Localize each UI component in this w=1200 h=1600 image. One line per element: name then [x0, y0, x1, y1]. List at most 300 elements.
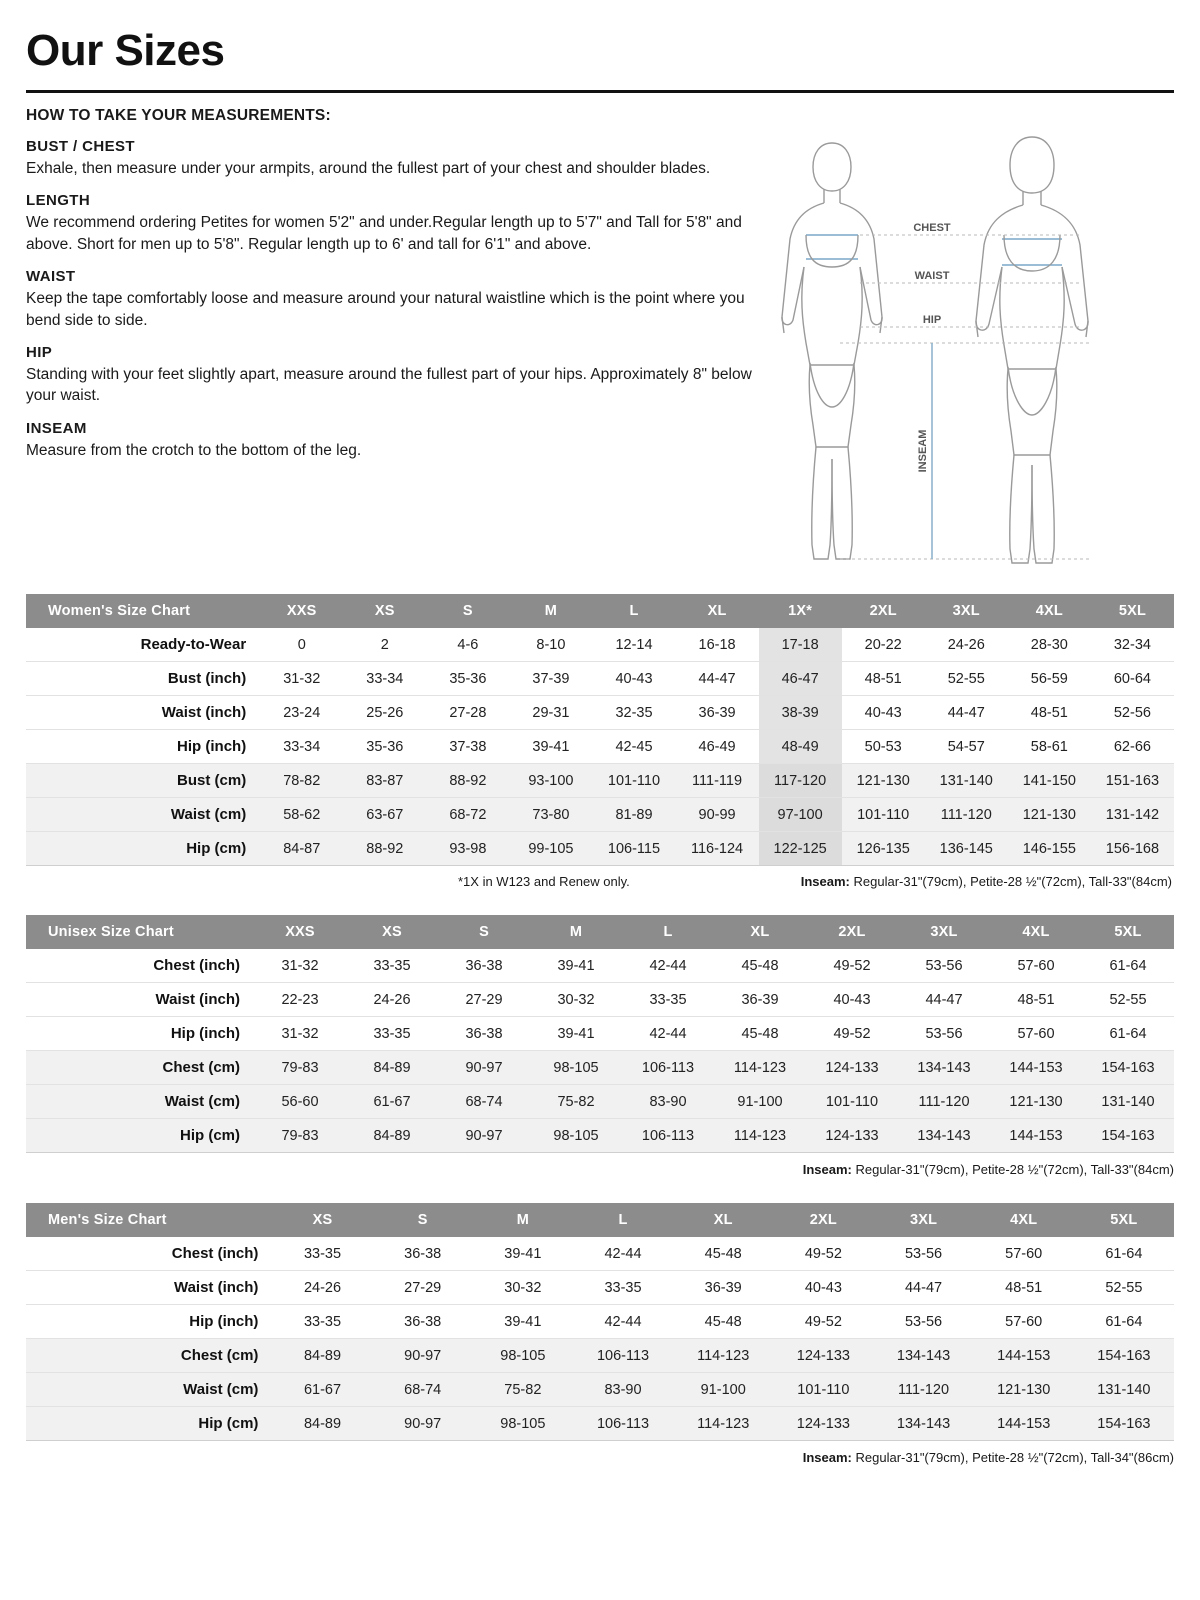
mens-block	[26, 1203, 1174, 1465]
instruction-waist	[26, 268, 766, 331]
cell: 33-35	[346, 1017, 438, 1051]
cell: 45-48	[673, 1237, 773, 1271]
cell: 68-74	[438, 1085, 530, 1119]
cell: 124-133	[773, 1407, 873, 1441]
row-label: Hip (inch)	[26, 730, 260, 764]
cell: 101-110	[842, 798, 925, 832]
male-figure-outline	[976, 137, 1088, 563]
cell: 33-34	[260, 730, 343, 764]
cell: 136-145	[925, 832, 1008, 866]
cell: 156-168	[1091, 832, 1174, 866]
cell: 33-35	[272, 1237, 372, 1271]
cell: 44-47	[925, 696, 1008, 730]
cell: 56-59	[1008, 662, 1091, 696]
cell: 36-38	[373, 1237, 473, 1271]
cell: 57-60	[990, 1017, 1082, 1051]
cell: 84-89	[346, 1051, 438, 1085]
inseam-note-value: Regular-31"(79cm), Petite-28 ½"(72cm), Tall-33"(84cm)	[855, 1162, 1174, 1177]
col-header: 2XL	[842, 594, 925, 628]
cell: 81-89	[592, 798, 675, 832]
col-header: XS	[343, 594, 426, 628]
cell: 56-60	[254, 1085, 346, 1119]
cell: 42-44	[573, 1305, 673, 1339]
row-label: Waist (cm)	[26, 1373, 272, 1407]
instruction-waist-body: Keep the tape comfortably loose and measure around your natural waistline which is the point where you bend side to side.	[26, 290, 745, 329]
cell: 154-163	[1074, 1339, 1174, 1373]
page-title: Our Sizes	[26, 26, 225, 75]
row-label: Chest (inch)	[26, 949, 254, 983]
cell: 88-92	[426, 764, 509, 798]
cell: 88-92	[343, 832, 426, 866]
cell: 17-18	[759, 628, 842, 662]
cell: 114-123	[673, 1339, 773, 1373]
row-label: Ready-to-Wear	[26, 628, 260, 662]
cell: 53-56	[873, 1237, 973, 1271]
cell: 37-39	[509, 662, 592, 696]
cell: 98-105	[530, 1119, 622, 1153]
cell: 144-153	[974, 1339, 1074, 1373]
cell: 134-143	[873, 1407, 973, 1441]
womens-footnote: *1X in W123 and Renew only.	[458, 874, 630, 889]
cell: 39-41	[473, 1305, 573, 1339]
col-header: 4XL	[974, 1203, 1074, 1237]
table-row	[26, 1119, 1174, 1153]
cell: 40-43	[592, 662, 675, 696]
cell: 48-51	[990, 983, 1082, 1017]
table-row	[26, 628, 1174, 662]
cell: 131-142	[1091, 798, 1174, 832]
cell: 39-41	[530, 1017, 622, 1051]
col-header: 3XL	[898, 915, 990, 949]
unisex-size-chart	[26, 915, 1174, 1153]
table-row	[26, 1373, 1174, 1407]
cell: 61-67	[272, 1373, 372, 1407]
hip-label: HIP	[922, 314, 942, 326]
measurement-instructions	[26, 107, 766, 474]
cell: 22-23	[254, 983, 346, 1017]
cell: 84-89	[272, 1407, 372, 1441]
cell: 154-163	[1074, 1407, 1174, 1441]
cell: 30-32	[530, 983, 622, 1017]
cell: 134-143	[898, 1119, 990, 1153]
cell: 45-48	[673, 1305, 773, 1339]
table-row	[26, 696, 1174, 730]
cell: 52-56	[1091, 696, 1174, 730]
cell: 39-41	[509, 730, 592, 764]
cell: 134-143	[873, 1339, 973, 1373]
cell: 35-36	[426, 662, 509, 696]
cell: 36-38	[438, 949, 530, 983]
cell: 144-153	[990, 1119, 1082, 1153]
table-row	[26, 798, 1174, 832]
cell: 48-49	[759, 730, 842, 764]
inseam-note-value: Regular-31"(79cm), Petite-28 ½"(72cm), Tall-33"(84cm)	[853, 874, 1172, 889]
cell: 61-64	[1082, 1017, 1174, 1051]
cell: 33-35	[346, 949, 438, 983]
cell: 79-83	[254, 1119, 346, 1153]
cell: 111-119	[676, 764, 759, 798]
row-label: Waist (cm)	[26, 798, 260, 832]
cell: 38-39	[759, 696, 842, 730]
cell: 49-52	[773, 1305, 873, 1339]
cell: 61-64	[1082, 949, 1174, 983]
col-header: M	[509, 594, 592, 628]
cell: 42-44	[622, 949, 714, 983]
col-header: 3XL	[925, 594, 1008, 628]
cell: 20-22	[842, 628, 925, 662]
cell: 36-39	[673, 1271, 773, 1305]
table-row	[26, 1017, 1174, 1051]
cell: 12-14	[592, 628, 675, 662]
table-row	[26, 949, 1174, 983]
cell: 49-52	[773, 1237, 873, 1271]
row-label: Hip (cm)	[26, 832, 260, 866]
cell: 90-97	[373, 1339, 473, 1373]
cell: 78-82	[260, 764, 343, 798]
womens-inseam-note	[801, 874, 1172, 889]
cell: 46-47	[759, 662, 842, 696]
cell: 90-97	[438, 1119, 530, 1153]
table-row	[26, 983, 1174, 1017]
table-row	[26, 1271, 1174, 1305]
mens-inseam-note	[26, 1441, 1174, 1465]
row-label: Hip (cm)	[26, 1407, 272, 1441]
cell: 154-163	[1082, 1051, 1174, 1085]
cell: 39-41	[473, 1237, 573, 1271]
cell: 44-47	[898, 983, 990, 1017]
cell: 27-29	[373, 1271, 473, 1305]
cell: 49-52	[806, 949, 898, 983]
instruction-hip	[26, 344, 766, 407]
row-label: Waist (inch)	[26, 1271, 272, 1305]
cell: 106-113	[573, 1339, 673, 1373]
womens-notes	[26, 866, 1174, 889]
cell: 30-32	[473, 1271, 573, 1305]
cell: 106-113	[573, 1407, 673, 1441]
cell: 90-99	[676, 798, 759, 832]
cell: 131-140	[1082, 1085, 1174, 1119]
cell: 84-87	[260, 832, 343, 866]
instruction-hip-title: HIP	[26, 343, 53, 361]
table-row	[26, 1051, 1174, 1085]
cell: 4-6	[426, 628, 509, 662]
cell: 44-47	[676, 662, 759, 696]
cell: 116-124	[676, 832, 759, 866]
instruction-length	[26, 192, 766, 255]
cell: 0	[260, 628, 343, 662]
cell: 53-56	[898, 1017, 990, 1051]
cell: 31-32	[254, 1017, 346, 1051]
table-row	[26, 764, 1174, 798]
cell: 111-120	[925, 798, 1008, 832]
col-header: 2XL	[806, 915, 898, 949]
female-figure-outline	[782, 143, 882, 559]
col-header: M	[530, 915, 622, 949]
table-row	[26, 1339, 1174, 1373]
cell: 40-43	[806, 983, 898, 1017]
cell: 52-55	[1074, 1271, 1174, 1305]
cell: 61-64	[1074, 1237, 1174, 1271]
cell: 16-18	[676, 628, 759, 662]
col-header: L	[622, 915, 714, 949]
cell: 42-44	[622, 1017, 714, 1051]
cell: 124-133	[806, 1119, 898, 1153]
cell: 144-153	[990, 1051, 1082, 1085]
cell: 32-34	[1091, 628, 1174, 662]
cell: 124-133	[806, 1051, 898, 1085]
instruction-bust	[26, 138, 766, 179]
cell: 25-26	[343, 696, 426, 730]
cell: 52-55	[1082, 983, 1174, 1017]
col-header: XL	[673, 1203, 773, 1237]
cell: 121-130	[1008, 798, 1091, 832]
col-header: 3XL	[873, 1203, 973, 1237]
row-label: Hip (cm)	[26, 1119, 254, 1153]
measurement-guides	[840, 235, 1090, 559]
cell: 52-55	[925, 662, 1008, 696]
cell: 61-67	[346, 1085, 438, 1119]
cell: 48-51	[1008, 696, 1091, 730]
mens-size-chart	[26, 1203, 1174, 1441]
unisex-block	[26, 915, 1174, 1177]
col-header: L	[592, 594, 675, 628]
mens-header-row	[26, 1203, 1174, 1237]
cell: 91-100	[673, 1373, 773, 1407]
col-header: XS	[346, 915, 438, 949]
instruction-bust-body: Exhale, then measure under your armpits, around the fullest part of your chest and shoulder blades.	[26, 160, 711, 177]
cell: 58-61	[1008, 730, 1091, 764]
cell: 32-35	[592, 696, 675, 730]
cell: 101-110	[592, 764, 675, 798]
cell: 121-130	[842, 764, 925, 798]
cell: 54-57	[925, 730, 1008, 764]
cell: 53-56	[873, 1305, 973, 1339]
cell: 42-44	[573, 1237, 673, 1271]
col-header: XL	[714, 915, 806, 949]
col-header: 5XL	[1082, 915, 1174, 949]
cell: 68-74	[373, 1373, 473, 1407]
cell: 63-67	[343, 798, 426, 832]
col-header: XXS	[260, 594, 343, 628]
col-header: XL	[676, 594, 759, 628]
cell: 106-113	[622, 1119, 714, 1153]
cell: 117-120	[759, 764, 842, 798]
cell: 75-82	[473, 1373, 573, 1407]
cell: 79-83	[254, 1051, 346, 1085]
cell: 124-133	[773, 1339, 873, 1373]
row-label: Hip (inch)	[26, 1017, 254, 1051]
instruction-bust-title: BUST / CHEST	[26, 138, 135, 155]
cell: 60-64	[1091, 662, 1174, 696]
row-label: Hip (inch)	[26, 1305, 272, 1339]
instruction-inseam-body: Measure from the crotch to the bottom of the leg.	[26, 441, 362, 459]
col-header: S	[438, 915, 530, 949]
row-label: Waist (inch)	[26, 696, 260, 730]
cell: 101-110	[806, 1085, 898, 1119]
cell: 90-97	[438, 1051, 530, 1085]
cell: 101-110	[773, 1373, 873, 1407]
cell: 31-32	[254, 949, 346, 983]
cell: 83-90	[573, 1373, 673, 1407]
cell: 36-38	[373, 1305, 473, 1339]
cell: 114-123	[673, 1407, 773, 1441]
unisex-chart-title: Unisex Size Chart	[26, 915, 254, 949]
cell: 122-125	[759, 832, 842, 866]
table-row	[26, 1407, 1174, 1441]
cell: 42-45	[592, 730, 675, 764]
cell: 84-89	[272, 1339, 372, 1373]
cell: 134-143	[898, 1051, 990, 1085]
womens-chart-title: Women's Size Chart	[26, 594, 260, 628]
cell: 98-105	[473, 1407, 573, 1441]
instruction-inseam	[26, 420, 766, 461]
cell: 36-38	[438, 1017, 530, 1051]
cell: 50-53	[842, 730, 925, 764]
col-header: S	[426, 594, 509, 628]
cell: 61-64	[1074, 1305, 1174, 1339]
instruction-inseam-title: INSEAM	[26, 419, 87, 437]
inseam-note-label: Inseam:	[802, 1450, 852, 1465]
inseam-note-label: Inseam:	[800, 874, 850, 889]
row-label: Waist (inch)	[26, 983, 254, 1017]
col-header: XXS	[254, 915, 346, 949]
col-header: 4XL	[1008, 594, 1091, 628]
cell: 28-30	[1008, 628, 1091, 662]
cell: 84-89	[346, 1119, 438, 1153]
instruction-length-title: LENGTH	[26, 192, 91, 210]
waist-label: WAIST	[914, 270, 950, 282]
cell: 144-153	[974, 1407, 1074, 1441]
cell: 93-100	[509, 764, 592, 798]
womens-header-row	[26, 594, 1174, 628]
cell: 45-48	[714, 949, 806, 983]
row-label: Chest (cm)	[26, 1051, 254, 1085]
cell: 35-36	[343, 730, 426, 764]
unisex-inseam-note	[26, 1153, 1174, 1177]
cell: 40-43	[773, 1271, 873, 1305]
row-label: Chest (cm)	[26, 1339, 272, 1373]
cell: 98-105	[473, 1339, 573, 1373]
row-label: Waist (cm)	[26, 1085, 254, 1119]
cell: 141-150	[1008, 764, 1091, 798]
cell: 151-163	[1091, 764, 1174, 798]
cell: 68-72	[426, 798, 509, 832]
cell: 24-26	[925, 628, 1008, 662]
cell: 114-123	[714, 1051, 806, 1085]
cell: 58-62	[260, 798, 343, 832]
cell: 62-66	[1091, 730, 1174, 764]
cell: 49-52	[806, 1017, 898, 1051]
table-row	[26, 662, 1174, 696]
col-header: 2XL	[773, 1203, 873, 1237]
col-header: L	[573, 1203, 673, 1237]
inseam-note-value: Regular-31"(79cm), Petite-28 ½"(72cm), Tall-34"(86cm)	[855, 1450, 1174, 1465]
cell: 98-105	[530, 1051, 622, 1085]
cell: 111-120	[873, 1373, 973, 1407]
cell: 106-115	[592, 832, 675, 866]
cell: 126-135	[842, 832, 925, 866]
cell: 57-60	[974, 1305, 1074, 1339]
cell: 83-87	[343, 764, 426, 798]
cell: 27-28	[426, 696, 509, 730]
cell: 8-10	[509, 628, 592, 662]
col-header: S	[373, 1203, 473, 1237]
table-row	[26, 1085, 1174, 1119]
cell: 2	[343, 628, 426, 662]
col-header: 5XL	[1091, 594, 1174, 628]
chest-label: CHEST	[913, 222, 951, 234]
unisex-header-row	[26, 915, 1174, 949]
cell: 46-49	[676, 730, 759, 764]
body-measurement-figures	[780, 107, 1160, 582]
col-header: XS	[272, 1203, 372, 1237]
cell: 97-100	[759, 798, 842, 832]
cell: 44-47	[873, 1271, 973, 1305]
cell: 131-140	[1074, 1373, 1174, 1407]
cell: 23-24	[260, 696, 343, 730]
cell: 24-26	[272, 1271, 372, 1305]
cell: 146-155	[1008, 832, 1091, 866]
figures-svg	[780, 107, 1160, 577]
womens-size-chart	[26, 594, 1174, 866]
row-label: Bust (inch)	[26, 662, 260, 696]
cell: 48-51	[974, 1271, 1074, 1305]
cell: 121-130	[974, 1373, 1074, 1407]
cell: 106-113	[622, 1051, 714, 1085]
row-label: Bust (cm)	[26, 764, 260, 798]
cell: 24-26	[346, 983, 438, 1017]
row-label: Chest (inch)	[26, 1237, 272, 1271]
cell: 40-43	[842, 696, 925, 730]
instruction-waist-title: WAIST	[26, 268, 76, 286]
cell: 39-41	[530, 949, 622, 983]
instruction-length-body: We recommend ordering Petites for women 5'2" and under.Regular length up to 5'7" and Tall for 5'8" and above. Short for men up to 5'8". Regular length up to 6' and tall for 6'1" and above.	[26, 214, 742, 253]
cell: 36-39	[676, 696, 759, 730]
cell: 45-48	[714, 1017, 806, 1051]
cell: 31-32	[260, 662, 343, 696]
cell: 48-51	[842, 662, 925, 696]
cell: 99-105	[509, 832, 592, 866]
table-row	[26, 832, 1174, 866]
cell: 73-80	[509, 798, 592, 832]
mens-chart-title: Men's Size Chart	[26, 1203, 272, 1237]
table-row	[26, 1305, 1174, 1339]
table-row	[26, 730, 1174, 764]
cell: 33-35	[573, 1271, 673, 1305]
cell: 90-97	[373, 1407, 473, 1441]
intro-section	[26, 107, 1174, 582]
cell: 29-31	[509, 696, 592, 730]
cell: 93-98	[426, 832, 509, 866]
cell: 83-90	[622, 1085, 714, 1119]
col-header: M	[473, 1203, 573, 1237]
cell: 114-123	[714, 1119, 806, 1153]
cell: 33-35	[272, 1305, 372, 1339]
cell: 154-163	[1082, 1119, 1174, 1153]
title-divider	[26, 90, 1174, 93]
cell: 57-60	[974, 1237, 1074, 1271]
cell: 33-35	[622, 983, 714, 1017]
col-header: 4XL	[990, 915, 1082, 949]
cell: 131-140	[925, 764, 1008, 798]
table-row	[26, 1237, 1174, 1271]
col-header: 1X*	[759, 594, 842, 628]
cell: 121-130	[990, 1085, 1082, 1119]
cell: 75-82	[530, 1085, 622, 1119]
cell: 111-120	[898, 1085, 990, 1119]
cell: 53-56	[898, 949, 990, 983]
cell: 36-39	[714, 983, 806, 1017]
